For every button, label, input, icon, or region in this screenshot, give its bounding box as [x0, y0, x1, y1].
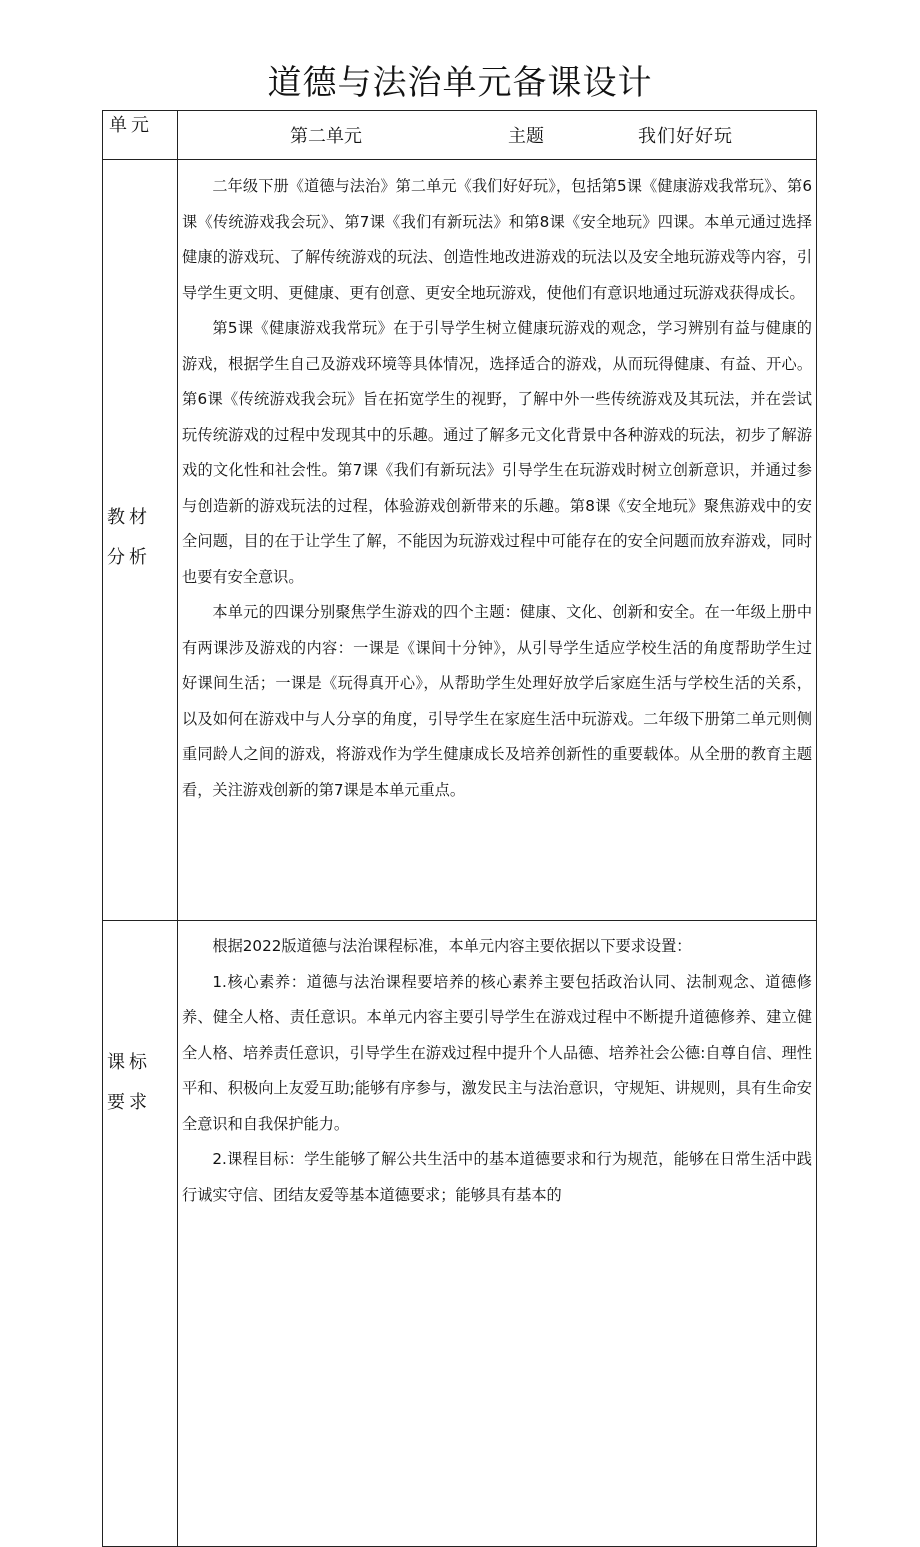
header-row [103, 111, 817, 160]
paragraph: 本单元的四课分别聚焦学生游戏的四个主题：健康、文化、创新和安全。在一年级上册中有两课涉及游戏的内容：一课是《课间十分钟》，从引导学生适应学校生活的角度帮助学生过好课间生活；一课是《玩得真开心》，从帮助学生处理好放学后家庭生活与学校生活的关系，以及如何在游戏中与人分享的角度，引导学生在家庭生活中玩游戏。二年级下册第二单元则侧重同龄人之间的游戏，将游戏作为学生健康成长及培养创新性的重要载体。从全册的教育主题看，关注游戏创新的第7课是本单元重点。 [182, 603, 812, 799]
paragraph: 2.课程目标：学生能够了解公共生活中的基本道德要求和行为规范，能够在日常生活中践行诚实守信、团结友爱等基本道德要求；能够具有基本的 [182, 1150, 812, 1204]
curriculum-standard-content [178, 921, 816, 1213]
topic-label: 主题 [508, 126, 544, 147]
paragraph: 第5课《健康游戏我常玩》在于引导学生树立健康玩游戏的观念，学习辨别有益与健康的游戏，根据学生自己及游戏环境等具体情况，选择适合的游戏，从而玩得健康、有益、开心。第6课《传统游戏我会玩》旨在拓宽学生的视野，了解中外一些传统游戏及其玩法，并在尝试玩传统游戏的过程中发现其中的乐趣。通过了解多元文化背景中各种游戏的玩法，初步了解游戏的文化性和社会性。第7课《我们有新玩法》引导学生在玩游戏时树立创新意识，并通过参与创造新的游戏玩法的过程，体验游戏创新带来的乐趣。第8课《安全地玩》聚焦游戏中的安全问题，目的在于让学生了解，不能因为玩游戏过程中可能存在的安全问题而放弃游戏，同时也要有安全意识。 [182, 319, 812, 586]
textbook-analysis-label-cell [103, 160, 178, 921]
curriculum-standard-row [103, 921, 817, 1547]
paragraph: 根据2022版道德与法治课程标准，本单元内容主要依据以下要求设置： [212, 937, 692, 955]
curriculum-standard-content-cell [178, 921, 817, 1547]
unit-info-cell [178, 111, 817, 160]
topic-value: 我们好好玩 [638, 126, 733, 147]
label-line: 分析 [107, 547, 151, 568]
curriculum-standard-label-cell [103, 921, 178, 1547]
page-title: 道德与法治单元备课设计 [267, 63, 653, 103]
textbook-analysis-content [178, 160, 816, 808]
textbook-analysis-label [103, 498, 177, 578]
paragraph: 二年级下册《道德与法治》第二单元《我们好好玩》，包括第5课《健康游戏我常玩》、第6课《传统游戏我会玩》、第7课《我们有新玩法》和第8课《安全地玩》四课。本单元通过选择健康的游戏玩、了解传统游戏的玩法、创造性地改进游戏的玩法以及安全地玩游戏等内容，引导学生更文明、更健康、更有创意、更安全地玩游戏，使他们有意识地通过玩游戏获得成长。 [182, 177, 812, 302]
paragraph: 1.核心素养：道德与法治课程要培养的核心素养主要包括政治认同、法制观念、道德修养、健全人格、责任意识。本单元内容主要引导学生在游戏过程中不断提升道德修养、建立健全人格、培养责任意识，引导学生在游戏过程中提升个人品德、培养社会公德:自尊自信、理性平和、积极向上友爱互助;能够有序参与，激发民主与法治意识，守规矩、讲规则，具有生命安全意识和自我保护能力。 [182, 972, 812, 1133]
textbook-analysis-content-cell [178, 160, 817, 921]
unit-label-cell [103, 111, 178, 160]
label-line: 课标 [107, 1052, 151, 1073]
textbook-analysis-row [103, 160, 817, 921]
curriculum-standard-label [103, 1043, 177, 1123]
unit-label: 单元 [109, 115, 153, 136]
unit-value: 第二单元 [290, 126, 362, 147]
label-line: 要求 [107, 1092, 151, 1113]
lesson-plan-table [102, 110, 817, 1547]
label-line: 教材 [107, 507, 151, 528]
